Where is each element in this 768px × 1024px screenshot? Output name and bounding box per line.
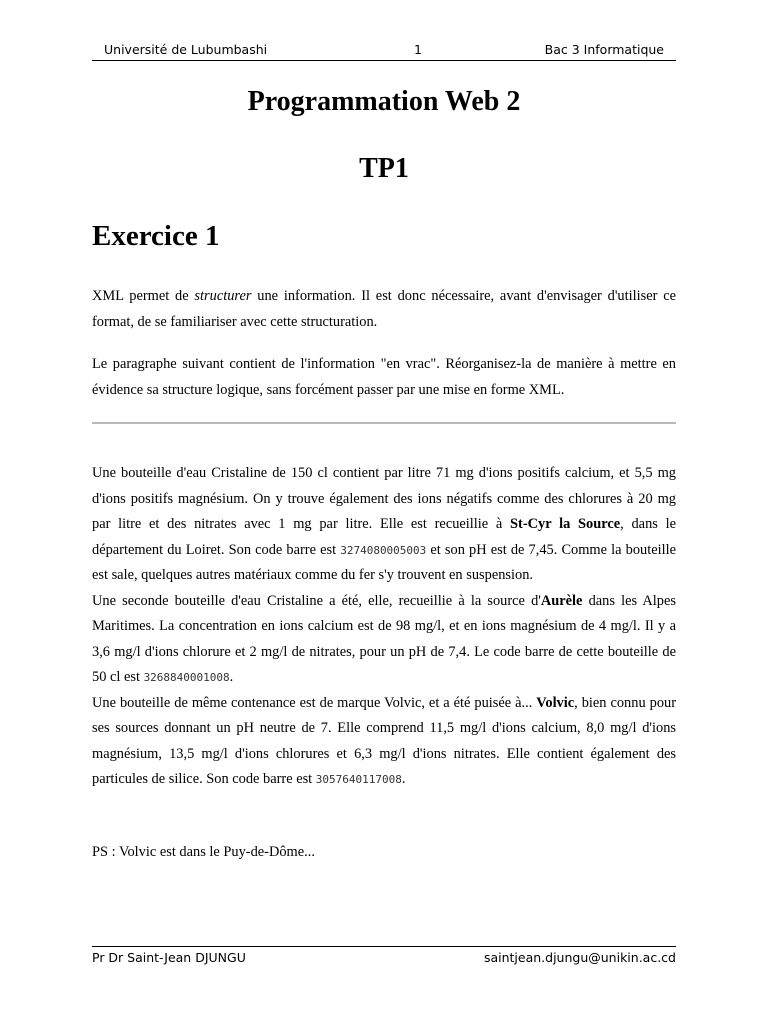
footer-author: Pr Dr Saint-Jean DJUNGU bbox=[92, 950, 246, 965]
vrac-text: , bien connu pour ses sources donnant un pH neutre de 7. Elle comprend 11,5 mg/l d'ions calcium, 8,0 mg/l d'ions magnésium, 13,5 mg/l d'ions chlorures et 6,3 mg/l d'ions nitrates. Elle contient également des particules de silice. Son code barre est bbox=[92, 694, 677, 787]
postscript: PS : Volvic est dans le Puy-de-Dôme... bbox=[92, 844, 315, 860]
exercise-heading: Exercice 1 bbox=[92, 220, 220, 252]
vrac-text: . bbox=[229, 669, 234, 685]
vrac-text: Une bouteille de même contenance est de marque Volvic, et a été puisée à... bbox=[92, 694, 537, 711]
footer-email: saintjean.djungu@unikin.ac.cd bbox=[483, 950, 676, 965]
vrac-text: dans les Alpes Maritimes. La concentration en ions calcium est de 98 mg/l, et en ions magnésium de 4 mg/l. Il y a 3,6 mg/l d'ions chlorure et 2 mg/l de nitrates, pour un pH de 7,4. Le code barre de cette bouteille de 50 cl est bbox=[92, 592, 676, 685]
barcode: 3268840001008 bbox=[143, 671, 230, 684]
vrac-text: et son pH est de 7,45. Comme la bouteille est sale, quelques autres matériaux comme du fer s'y trouvent en suspension. bbox=[92, 541, 676, 583]
vrac-text: Une seconde bouteille d'eau Cristaline a été, elle, recueillie à la source d' bbox=[92, 592, 541, 609]
barcode: 3057640117008 bbox=[315, 773, 402, 786]
page-footer bbox=[92, 946, 676, 967]
intro-paragraph-1 bbox=[92, 284, 676, 335]
intro-text: une information. Il est donc nécessaire, avant d'envisager d'utiliser ce format, de se familiariser avec cette structuration. bbox=[92, 288, 676, 330]
vrac-paragraph bbox=[92, 461, 676, 793]
vrac-text: Une bouteille d'eau Cristaline de 150 cl contient par litre 71 mg d'ions positifs calcium, et 5,5 mg d'ions positifs magnésium. On y trouve également des ions négatifs comme des chlorures à 20 mg par litre et des nitrates avec 1 mg par litre. Elle est recueillie à bbox=[92, 465, 676, 532]
intro-emphasis: structurer bbox=[194, 288, 252, 304]
header-university: Université de Lubumbashi bbox=[104, 42, 268, 57]
barcode: 3274080005003 bbox=[340, 543, 427, 557]
source-name: Aurèle bbox=[540, 592, 583, 609]
document-title: Programmation Web 2 bbox=[247, 86, 521, 117]
header-page-number: 1 bbox=[414, 42, 422, 57]
intro-text: XML permet de bbox=[92, 288, 195, 304]
source-name: St-Cyr la Source bbox=[510, 516, 621, 532]
header-level: Bac 3 Informatique bbox=[544, 42, 664, 57]
source-name: Volvic bbox=[536, 694, 575, 711]
intro-paragraph-2: Le paragraphe suivant contient de l'information "en vrac". Réorganisez-la de manière à mettre en évidence sa structure logique, sans forcément passer par une mise en forme XML. bbox=[92, 356, 676, 398]
vrac-text: , dans le département du Loiret. Son code barre est bbox=[92, 516, 676, 558]
horizontal-divider bbox=[92, 422, 676, 424]
document-subtitle: TP1 bbox=[359, 153, 409, 184]
page-header bbox=[92, 42, 676, 61]
vrac-text: . bbox=[401, 771, 406, 787]
